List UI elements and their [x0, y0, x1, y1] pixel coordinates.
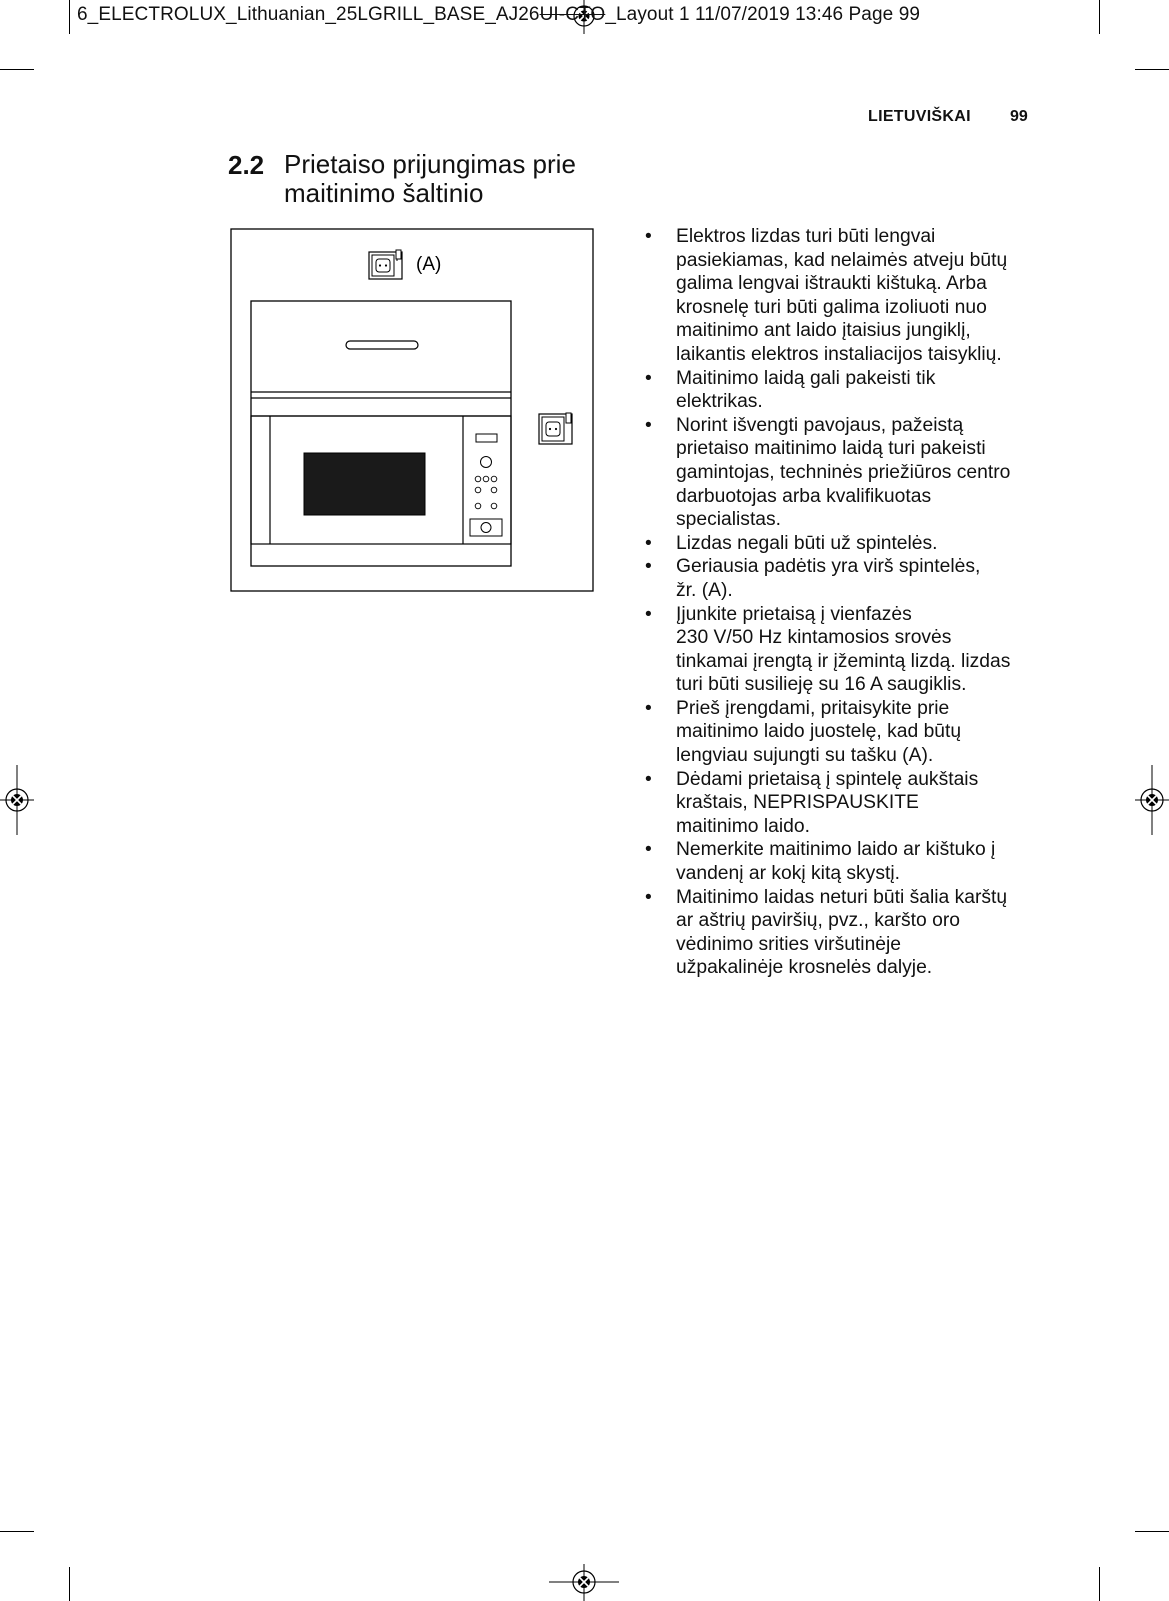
- list-item-line: Nemerkite maitinimo laido ar kištuko į: [676, 839, 996, 861]
- list-item-line: maitinimo laido juostelę, kad būtų: [676, 721, 962, 743]
- list-item-line: užpakalinėje krosnelės dalyje.: [676, 957, 933, 979]
- list-item: • Nemerkite maitinimo laido ar kištuko į vandenį ar kokį kitą skystį.: [645, 838, 1045, 885]
- page-number: 99: [1010, 108, 1028, 125]
- list-item-line: pasiekiamas, kad nelaimės atveju būtų: [676, 249, 1008, 271]
- list-item: • Maitinimo laidas neturi būti šalia karštų ar aštrių paviršių, pvz., karšto oro vėdinimo srities viršutinėje užpakalinėje krosnelės dalyje.: [645, 886, 1045, 980]
- list-item-line: Maitinimo laidas neturi būti šalia karštų: [676, 886, 1008, 908]
- list-item-line: gamintojas, techninės priežiūros centro: [676, 461, 1011, 483]
- list-item: • Maitinimo laidą gali pakeisti tik elektrikas.: [645, 367, 1045, 414]
- list-item-line: specialistas.: [676, 509, 782, 531]
- print-slug: [77, 4, 920, 26]
- registration-mark-right: [1133, 765, 1169, 835]
- crop-mark: [69, 1567, 70, 1601]
- crop-mark: [0, 69, 34, 70]
- list-item-line: tinkamai įrengtą ir įžemintą lizdą. lizdas: [676, 650, 1011, 672]
- section-title-line: Prietaiso prijungimas prie: [284, 149, 576, 179]
- list-item-line: lengviau sujungti su tašku (A).: [676, 745, 934, 767]
- list-item-line: ar aštrių paviršių, pvz., karšto oro: [676, 910, 960, 932]
- crop-mark: [1135, 69, 1169, 70]
- list-item-line: vandenį ar kokį kitą skystį.: [676, 863, 900, 885]
- list-item-line: maitinimo laido.: [676, 815, 810, 837]
- print-slug-file: 6_ELECTROLUX_Lithuanian_25LGRILL_BASE_AJ26: [77, 4, 540, 25]
- list-item: • Geriausia padėtis yra virš spintelės, žr. (A).: [645, 555, 1045, 602]
- running-header-language: LIETUVIŠKAI: [868, 108, 971, 125]
- cabinet-oven-illustration: [251, 301, 511, 566]
- list-item-line: krosnelę turi būti galima izoliuoti nuo: [676, 296, 987, 318]
- list-item-line: Dėdami prietaisą į spintelę aukštais: [676, 768, 979, 790]
- section-number: 2.2: [228, 150, 265, 180]
- list-item-line: Elektros lizdas turi būti lengvai: [676, 226, 936, 247]
- section-title: [284, 150, 614, 208]
- instruction-list: [645, 225, 1045, 980]
- list-item-line: Norint išvengti pavojaus, pažeistą: [676, 414, 964, 436]
- list-item-line: darbuotojas arba kvalifikuotas: [676, 485, 932, 507]
- list-item-line: prietaiso maitinimo laidą turi pakeisti: [676, 438, 986, 460]
- crop-mark: [1099, 1567, 1100, 1601]
- list-item-line: Maitinimo laidą gali pakeisti tik: [676, 367, 936, 389]
- list-item: • Prieš įrengdami, pritaisykite prie maitinimo laido juostelę, kad būtų lengviau sujungti su tašku (A).: [645, 697, 1045, 768]
- callout-label: (A): [416, 254, 442, 275]
- list-item-line: galima lengvai ištraukti kištuką. Arba: [676, 273, 987, 295]
- print-slug-info: _Layout 1 11/07/2019 13:46 Page 99: [605, 4, 921, 25]
- list-item: • Norint išvengti pavojaus, pažeistą prietaiso maitinimo laidą turi pakeisti gamintojas, techninės priežiūros centro darbuotojas arba kvalifikuotas specialistas.: [645, 414, 1045, 532]
- list-item-line: Įjunkite prietaisą į vienfazės: [676, 603, 912, 625]
- list-item-line: Geriausia padėtis yra virš spintelės,: [676, 556, 981, 578]
- crop-mark: [0, 1531, 34, 1532]
- list-item-line: kraštais, NEPRISPAUSKITE: [676, 792, 919, 814]
- list-item: • Dėdami prietaisą į spintelę aukštais kraštais, NEPRISPAUSKITE maitinimo laido.: [645, 768, 1045, 839]
- list-item-line: Lizdas negali būti už spintelės.: [676, 532, 938, 554]
- print-slug-struck: UI-CTO: [539, 4, 606, 25]
- list-item-line: elektrikas.: [676, 391, 763, 413]
- section-title-line: maitinimo šaltinio: [284, 178, 484, 208]
- list-item-line: turi būti susilieję su 16 A saugiklis.: [676, 674, 967, 696]
- crop-mark: [1099, 0, 1100, 34]
- list-item-line: 230 V/50 Hz kintamosios srovės: [676, 627, 952, 649]
- registration-mark-left: [0, 765, 36, 835]
- crop-mark: [1135, 1531, 1169, 1532]
- list-item-line: vėdinimo srities viršutinėje: [676, 933, 902, 955]
- socket-icon: [539, 413, 572, 444]
- list-item-line: Prieš įrengdami, pritaisykite prie: [676, 697, 950, 719]
- list-item: • Elektros lizdas turi būti lengvai pasiekiamas, kad nelaimės atveju būtų galima lengvai ištraukti kištuką. Arba krosnelę turi būti galima izoliuoti nuo maitinimo ant laido įtaisius jungiklį, laikantis elektros instaliacijos taisyklių.: [645, 225, 1045, 367]
- list-item: • Įjunkite prietaisą į vienfazės 230 V/50 Hz kintamosios srovės tinkamai įrengtą ir įžemintą lizdą. lizdas turi būti susilieję su 16 A saugiklis.: [645, 603, 1045, 697]
- list-item-line: žr. (A).: [676, 579, 733, 601]
- list-item-line: laikantis elektros instaliacijos taisyklių.: [676, 343, 1002, 365]
- crop-mark: [69, 0, 70, 34]
- list-item: • Lizdas negali būti už spintelės.: [645, 532, 1045, 556]
- installation-figure: [230, 228, 594, 592]
- registration-mark-bottom: [549, 1564, 619, 1601]
- list-item-line: maitinimo ant laido įtaisius jungiklį,: [676, 320, 971, 342]
- socket-icon: [369, 250, 402, 279]
